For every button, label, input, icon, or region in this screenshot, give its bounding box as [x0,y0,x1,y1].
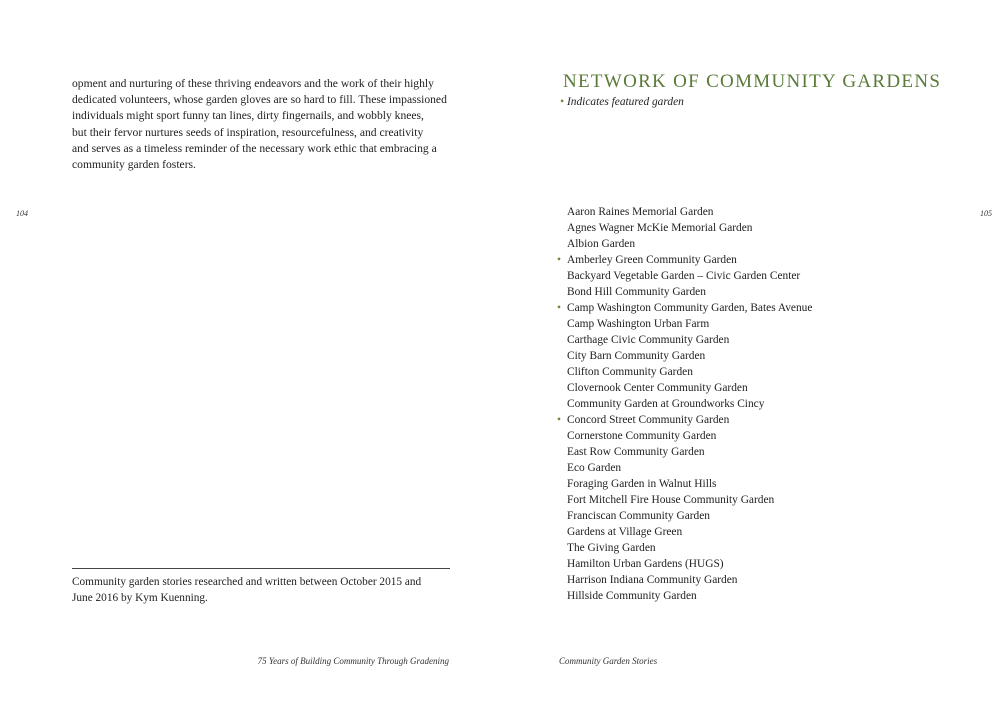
garden-name: City Barn Community Garden [567,350,706,362]
garden-name: Cornerstone Community Garden [567,430,717,442]
garden-list-item [557,252,812,268]
garden-list-item [557,588,812,604]
legend-text: Indicates featured garden [567,96,684,108]
body-line: but their fervor nurtures seeds of inspiration, resourcefulness, and creativity [72,125,424,139]
garden-name: Harrison Indiana Community Garden [567,574,738,586]
garden-name: Concord Street Community Garden [567,414,730,426]
body-line: and serves as a timeless reminder of the necessary work ethic that embracing a [72,141,437,155]
garden-list-item [557,348,812,364]
body-line: dedicated volunteers, whose garden gloves are so hard to fill. These impassioned [72,93,447,107]
running-footer: 75 Years of Building Community Through Gradening [257,656,449,666]
garden-name: East Row Community Garden [567,446,705,458]
garden-name: Clovernook Center Community Garden [567,382,748,394]
garden-list-item [557,204,812,220]
body-paragraph [72,76,456,173]
garden-name: Amberley Green Community Garden [567,254,737,266]
garden-list-item [557,364,812,380]
garden-name: Hamilton Urban Gardens (HUGS) [567,558,724,570]
garden-list-item [557,412,812,428]
garden-list [557,204,812,604]
garden-list-item [557,396,812,412]
garden-list-item [557,460,812,476]
garden-name: Foraging Garden in Walnut Hills [567,478,717,490]
garden-list-item [557,428,812,444]
featured-bullet-icon: • [557,414,561,426]
garden-list-item [557,556,812,572]
footnote-line: Community garden stories researched and written between October 2015 and [72,576,422,588]
right-page [504,0,1008,720]
garden-name: Bond Hill Community Garden [567,286,706,298]
garden-name: Community Garden at Groundworks Cincy [567,398,765,410]
garden-name: Eco Garden [567,462,622,474]
garden-list-item [557,476,812,492]
body-line: community garden fosters. [72,158,196,172]
garden-name: Clifton Community Garden [567,366,693,378]
garden-list-item [557,316,812,332]
body-line: opment and nurturing of these thriving endeavors and the work of their highly [72,77,434,90]
featured-bullet-icon: • [560,96,564,108]
legend [560,96,684,108]
footnote-line: June 2016 by Kym Kuenning. [72,592,208,604]
garden-list-item [557,508,812,524]
garden-list-item [557,572,812,588]
garden-name: Hillside Community Garden [567,590,697,602]
garden-list-item [557,444,812,460]
garden-list-item [557,540,812,556]
garden-list-item [557,236,812,252]
garden-list-item [557,284,812,300]
garden-name: The Giving Garden [567,542,656,554]
running-footer: Community Garden Stories [559,656,658,666]
garden-name: Agnes Wagner McKie Memorial Garden [567,222,753,234]
garden-name: Aaron Raines Memorial Garden [567,206,714,218]
featured-bullet-icon: • [557,254,561,266]
garden-name: Backyard Vegetable Garden – Civic Garden Center [567,270,801,282]
garden-name: Carthage Civic Community Garden [567,334,730,346]
garden-list-item [557,268,812,284]
footnote-divider [72,568,450,569]
featured-bullet-icon: • [557,302,561,314]
garden-list-item [557,524,812,540]
garden-list-item [557,380,812,396]
footnote [72,574,452,606]
page-number: 104 [16,209,28,218]
garden-name: Gardens at Village Green [567,526,683,538]
body-line: individuals might sport funny tan lines, dirty fingernails, and wobbly knees, [72,109,424,123]
garden-list-item [557,492,812,508]
garden-list-item [557,220,812,236]
section-title: NETWORK OF COMMUNITY GARDENS [563,71,942,92]
garden-list-item [557,300,812,316]
page-number: 105 [980,209,992,218]
garden-name: Camp Washington Urban Farm [567,318,710,330]
garden-name: Albion Garden [567,238,636,250]
garden-name: Camp Washington Community Garden, Bates Avenue [567,302,813,314]
garden-name: Fort Mitchell Fire House Community Garden [567,494,775,506]
garden-name: Franciscan Community Garden [567,510,710,522]
garden-list-item [557,332,812,348]
